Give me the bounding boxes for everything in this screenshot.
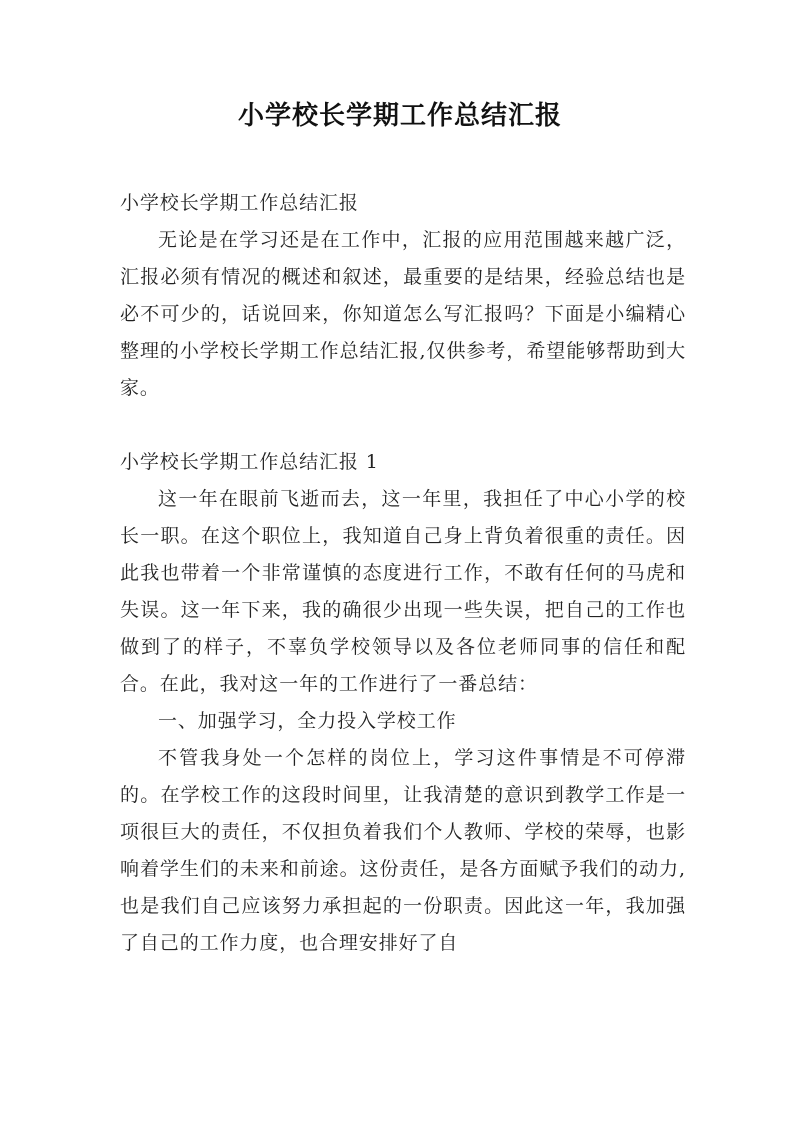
document-body	[120, 185, 686, 962]
page-title: 小学校长学期工作总结汇报	[237, 101, 562, 131]
intro-paragraph: 无论是在学习还是在工作中，汇报的应用范围越来越广泛，汇报必须有情况的概述和叙述，最重要的是结果，经验总结也是必不可少的，话说回来，你知道怎么写汇报吗？下面是小编精心整理的小学校长学期工作总结汇报,仅供参考，希望能够帮助到大家。	[120, 229, 686, 399]
subheading-1: 一、加强学习，全力投入学校工作	[158, 710, 457, 732]
section-heading: 小学校长学期工作总结汇报 1	[120, 451, 379, 473]
paragraph-spacer	[120, 407, 686, 444]
section-paragraph-2: 不管我身处一个怎样的岗位上，学习这件事情是不可停滞的。在学校工作的这段时间里，让我清楚的意识到教学工作是一项很巨大的责任，不仅担负着我们个人教师、学校的荣辱，也影响着学生们的未来和前途。这份责任，是各方面赋予我们的动力,也是我们自己应该努力承担起的一份职责。因此这一年，我加强了自己的工作力度，也合理安排好了自	[120, 747, 686, 954]
section-paragraph-1: 这一年在眼前飞逝而去，这一年里，我担任了中心小学的校长一职。在这个职位上，我知道自己身上背负着很重的责任。因此我也带着一个非常谨慎的态度进行工作，不敢有任何的马虎和失误。这一年下来，我的确很少出现一些失误，把自己的工作也做到了的样子，不辜负学校领导以及各位老师同事的信任和配合。在此，我对这一年的工作进行了一番总结：	[120, 488, 686, 695]
document-subtitle: 小学校长学期工作总结汇报	[120, 192, 359, 214]
